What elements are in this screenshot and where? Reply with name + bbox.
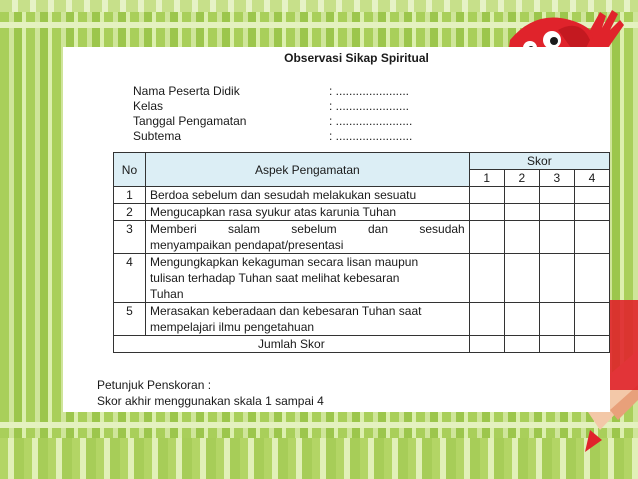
row-aspek-line: Memberi salam sebelum dan sesudah xyxy=(149,222,465,236)
info-row-tanggal xyxy=(133,114,429,129)
info-row-nama xyxy=(133,84,429,99)
score-cell[interactable] xyxy=(504,254,539,303)
score-cell[interactable] xyxy=(504,204,539,221)
score-cell[interactable] xyxy=(574,204,609,221)
header-skor: Skor xyxy=(469,153,609,170)
score-cell[interactable] xyxy=(539,221,574,254)
skor-col-4: 4 xyxy=(574,170,609,187)
info-value: : ...................... xyxy=(329,99,410,113)
info-label: Tanggal Pengamatan xyxy=(133,114,247,128)
scoring-notes xyxy=(97,377,324,409)
table-row xyxy=(114,204,610,221)
row-aspek xyxy=(145,303,469,336)
row-no: 3 xyxy=(114,221,146,254)
score-cell[interactable] xyxy=(469,204,504,221)
header-aspek: Aspek Pengamatan xyxy=(145,153,469,187)
notes-text: Skor akhir menggunakan skala 1 sampai 4 xyxy=(97,394,324,408)
row-aspek xyxy=(145,221,469,254)
notes-heading: Petunjuk Penskoran : xyxy=(97,378,212,392)
total-score-cell[interactable] xyxy=(539,336,574,353)
table-row xyxy=(114,303,610,336)
row-no: 2 xyxy=(114,204,146,221)
info-value: : ....................... xyxy=(329,129,413,143)
row-aspek xyxy=(145,254,469,303)
score-cell[interactable] xyxy=(574,187,609,204)
score-cell[interactable] xyxy=(504,303,539,336)
total-label: Jumlah Skor xyxy=(114,336,470,353)
total-row xyxy=(114,336,610,353)
row-aspek-line: Tuhan xyxy=(149,287,184,301)
header-no: No xyxy=(114,153,146,187)
total-score-cell[interactable] xyxy=(469,336,504,353)
info-label: Kelas xyxy=(133,99,164,113)
row-no: 4 xyxy=(114,254,146,303)
skor-col-3: 3 xyxy=(539,170,574,187)
score-cell[interactable] xyxy=(504,221,539,254)
row-aspek xyxy=(145,187,469,204)
row-aspek-line: Mengungkapkan kekaguman secara lisan maupun xyxy=(149,255,419,269)
score-cell[interactable] xyxy=(469,187,504,204)
row-aspek-line: Merasakan keberadaan dan kebesaran Tuhan saat xyxy=(149,304,422,318)
table-header-row xyxy=(114,153,610,170)
score-cell[interactable] xyxy=(469,254,504,303)
observation-table xyxy=(113,152,610,353)
info-row-subtema xyxy=(133,129,429,144)
score-cell[interactable] xyxy=(539,204,574,221)
score-cell[interactable] xyxy=(469,303,504,336)
document-title: Observasi Sikap Spiritual xyxy=(284,51,429,65)
worksheet-paper xyxy=(63,47,610,412)
info-value: : ...................... xyxy=(329,84,410,98)
row-aspek-line: Berdoa sebelum dan sesudah melakukan sesuatu xyxy=(149,188,417,202)
student-info-block xyxy=(133,84,429,144)
info-value: : ....................... xyxy=(329,114,413,128)
row-aspek-line: menyampaikan pendapat/presentasi xyxy=(149,238,344,252)
score-cell[interactable] xyxy=(504,187,539,204)
row-aspek-line: Mengucapkan rasa syukur atas karunia Tuhan xyxy=(149,205,397,219)
row-aspek-line: mempelajari ilmu pengetahuan xyxy=(149,320,315,334)
table-row xyxy=(114,254,610,303)
table-row xyxy=(114,187,610,204)
score-cell[interactable] xyxy=(574,303,609,336)
score-cell[interactable] xyxy=(574,254,609,303)
info-label: Nama Peserta Didik xyxy=(133,84,240,98)
row-aspek xyxy=(145,204,469,221)
score-cell[interactable] xyxy=(574,221,609,254)
row-no: 1 xyxy=(114,187,146,204)
row-no: 5 xyxy=(114,303,146,336)
score-cell[interactable] xyxy=(539,254,574,303)
skor-col-1: 1 xyxy=(469,170,504,187)
score-cell[interactable] xyxy=(539,187,574,204)
skor-col-2: 2 xyxy=(504,170,539,187)
info-label: Subtema xyxy=(133,129,182,143)
total-score-cell[interactable] xyxy=(574,336,609,353)
total-score-cell[interactable] xyxy=(504,336,539,353)
table-row xyxy=(114,221,610,254)
score-cell[interactable] xyxy=(539,303,574,336)
info-row-kelas xyxy=(133,99,429,114)
row-aspek-line: tulisan terhadap Tuhan saat melihat kebesaran xyxy=(149,271,400,285)
score-cell[interactable] xyxy=(469,221,504,254)
